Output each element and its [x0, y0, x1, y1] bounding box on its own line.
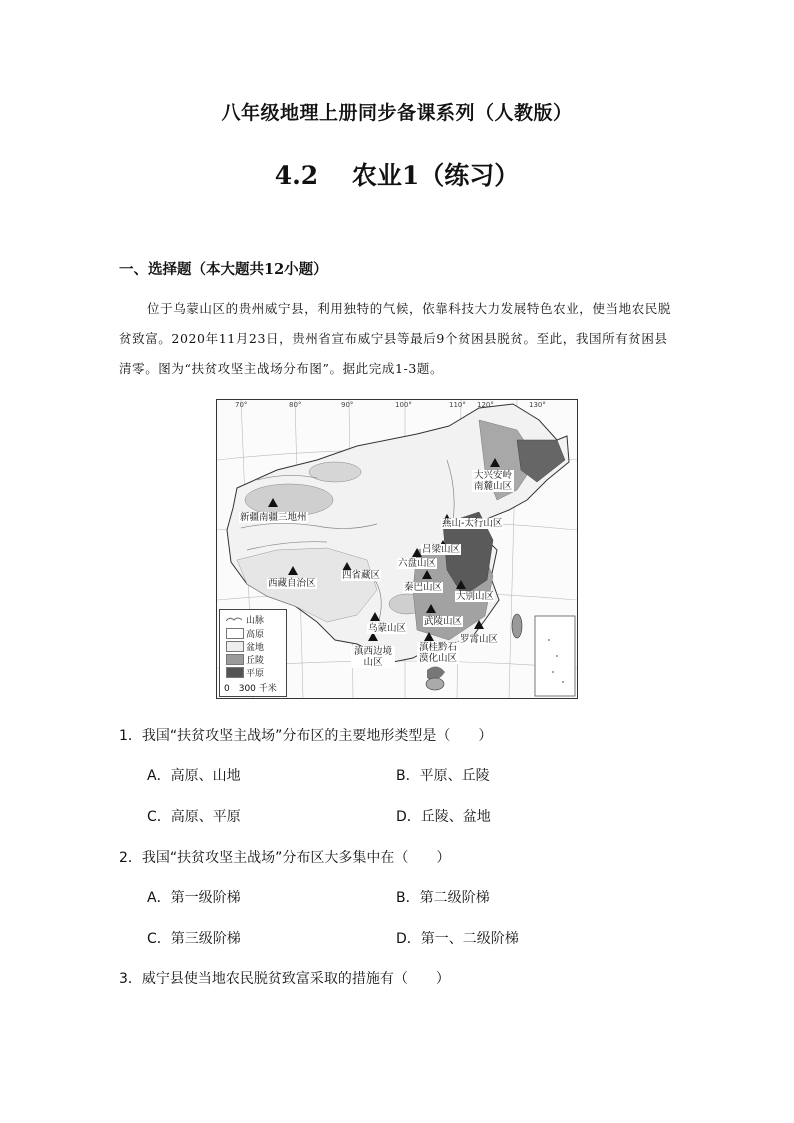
region-label-wumeng: 乌蒙山区 [368, 623, 407, 634]
region-label-dianxi-bianjing: 滇西边境山区 [351, 646, 395, 668]
region-label-sisheng-zangqu: 四省藏区 [342, 570, 381, 581]
question-2-option-c[interactable]: C．第三级阶梯 [147, 931, 241, 947]
region-label-daxinganling: 大兴安岭南麓山区 [473, 470, 512, 492]
lon-label: 90° [341, 401, 354, 409]
legend-swatch [226, 641, 244, 652]
legend-swatch [226, 628, 244, 639]
region-label-yanshan-taihang: 燕山-太行山区 [442, 518, 503, 529]
lon-label: 120° [477, 401, 494, 409]
region-label-dianguiqian: 滇桂黔石漠化山区 [418, 642, 457, 664]
region-label-xinjiang-nanjiang: 新疆南疆三地州 [240, 512, 307, 523]
question-3-stem: 3．威宁县使当地农民脱贫致富采取的措施有（ ） [119, 971, 450, 987]
poverty-map-figure [216, 399, 578, 699]
mountain-symbol-icon [226, 614, 242, 623]
document-subtitle: 八年级地理上册同步备课系列（人教版） [221, 102, 573, 124]
question-1-option-b[interactable]: B．平原、丘陵 [396, 768, 490, 784]
question-2-option-b[interactable]: B．第二级阶梯 [396, 890, 490, 906]
question-1-option-a[interactable]: A．高原、山地 [147, 768, 241, 784]
legend-swatch [226, 667, 244, 678]
passage-text: 位于乌蒙山区的贵州威宁县，利用独特的气候，依靠科技大力发展特色农业，使当地农民脱贫致富。2020年11月23日，贵州省宣布威宁县等最后9个贫困县脱贫。至此，我国所有贫困县清零。图为“扶贫攻坚主战场分布图”。据此完成1-3题。 [119, 301, 672, 376]
question-1-option-c[interactable]: C．高原、平原 [147, 809, 241, 825]
region-label-lvliang: 吕梁山区 [422, 544, 461, 555]
question-2-option-d[interactable]: D．第一、二级阶梯 [396, 931, 519, 947]
map-legend: 山脉 高原 盆地 丘陵 平原 0 300 千米 [219, 609, 287, 697]
question-1-option-d[interactable]: D．丘陵、盆地 [396, 809, 491, 825]
lon-label: 70° [235, 401, 248, 409]
question-2-option-a[interactable]: A．第一级阶梯 [147, 890, 241, 906]
region-label-qinba: 秦巴山区 [404, 582, 443, 593]
lon-label: 80° [289, 401, 302, 409]
legend-swatch [226, 654, 244, 665]
question-2-stem: 2．我国“扶贫攻坚主战场”分布区大多集中在（ ） [119, 850, 451, 866]
section-heading: 一、选择题（本大题共12小题） [119, 261, 328, 278]
region-label-xizang: 西藏自治区 [268, 578, 316, 589]
lon-label: 110° [449, 401, 466, 409]
document-title: 4.2 农业1（练习） [274, 161, 520, 190]
lon-label: 100° [395, 401, 412, 409]
region-label-luoxiao: 罗霄山区 [460, 634, 499, 645]
question-1-stem: 1．我国“扶贫攻坚主战场”分布区的主要地形类型是（ ） [119, 728, 493, 744]
region-label-liupan: 六盘山区 [398, 558, 437, 569]
region-label-dabie: 大别山区 [456, 591, 495, 602]
lon-label: 130° [529, 401, 546, 409]
region-label-wuling: 武陵山区 [424, 616, 463, 627]
